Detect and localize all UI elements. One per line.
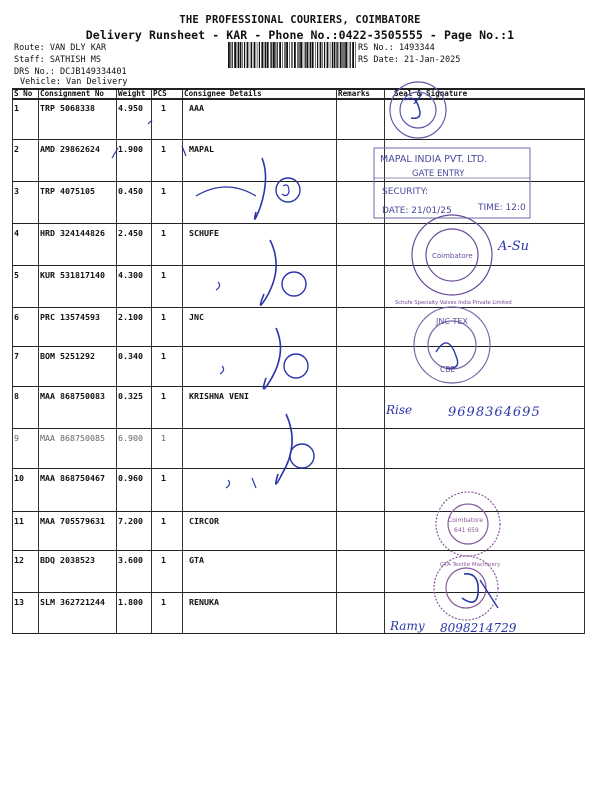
- barcode-bar: [244, 42, 245, 68]
- barcode-bar: [259, 42, 260, 68]
- col-header-weight: Weight: [118, 89, 146, 98]
- circor-stamp-city: Coimbatore: [448, 517, 483, 524]
- cell-pcs: 1: [161, 516, 166, 526]
- barcode-bar: [309, 42, 310, 68]
- runsheet-table: [12, 88, 584, 634]
- cell-consignee: SCHUFE: [189, 228, 219, 238]
- barcode-bar: [286, 42, 288, 68]
- circor-stamp-code: 641 659: [454, 527, 479, 534]
- schufe-stamp-city: Coimbatore: [432, 252, 473, 260]
- cell-weight: 1.800: [118, 597, 143, 607]
- barcode-bar: [230, 42, 231, 68]
- cell-weight: 0.340: [118, 351, 143, 361]
- barcode-bar: [265, 42, 266, 68]
- gate-stamp-company: MAPAL INDIA PVT. LTD.: [380, 154, 488, 165]
- barcode-bar: [315, 42, 316, 68]
- barcode-bar: [345, 42, 347, 68]
- col-header-consignment: Consignment No: [40, 89, 105, 98]
- cell-weight: 4.300: [118, 270, 143, 280]
- cell-consignment: MAA 868750467: [40, 473, 105, 483]
- cell-sno: 2: [14, 144, 19, 154]
- table-row: [12, 429, 584, 469]
- barcode-icon: [228, 42, 356, 68]
- barcode-bar: [237, 42, 238, 68]
- barcode-bar: [291, 42, 292, 68]
- cell-sno: 7: [14, 351, 19, 361]
- cell-weight: 0.450: [118, 186, 143, 196]
- cell-consignment: TRP 4075105: [40, 186, 95, 196]
- cell-pcs: 1: [161, 103, 166, 113]
- cell-sno: 13: [14, 597, 24, 607]
- gta-stamp-ring: GTA Textile Machinery: [440, 562, 501, 568]
- cell-weight: 2.100: [118, 312, 143, 322]
- rs-date: RS Date: 21-Jan-2025: [358, 55, 461, 65]
- jnc-stamp-top: JNC TEX: [436, 317, 468, 326]
- gate-stamp-security: SECURITY:: [382, 187, 429, 197]
- barcode-bar: [350, 42, 351, 68]
- cell-pcs: 1: [161, 351, 166, 361]
- barcode-bar: [330, 42, 331, 68]
- cell-consignment: BOM 5251292: [40, 351, 95, 361]
- schufe-stamp-ring: Schufe Specialty Valves India Private Limited: [395, 300, 512, 306]
- barcode-bar: [336, 42, 337, 68]
- cell-sno: 11: [14, 516, 24, 526]
- cell-consignee: AAA: [189, 103, 204, 113]
- barcode-bar: [305, 42, 306, 68]
- barcode-bar: [355, 42, 356, 68]
- table-row: [12, 266, 584, 308]
- cell-consignee: RENUKA: [189, 597, 219, 607]
- barcode-bar: [275, 42, 276, 68]
- cell-sno: 6: [14, 312, 19, 322]
- cell-consignment: MAA 868750083: [40, 391, 105, 401]
- barcode-bar: [247, 42, 249, 68]
- barcode-bar: [306, 42, 308, 68]
- cell-consignment: AMD 29862624: [40, 144, 100, 154]
- barcode-bar: [251, 42, 252, 68]
- cell-consignee: MAPAL: [189, 144, 214, 154]
- col-header-signature: Seal & Signature: [394, 89, 468, 98]
- barcode-bar: [352, 42, 354, 68]
- rs-number: RS No.: 1493344: [358, 43, 435, 53]
- barcode-bar: [332, 42, 333, 68]
- barcode-bar: [340, 42, 342, 68]
- cell-sno: 1: [14, 103, 19, 113]
- cell-pcs: 1: [161, 473, 166, 483]
- cell-consignment: BDQ 2038523: [40, 555, 95, 565]
- staff-label: Staff: SATHISH MS: [14, 55, 101, 65]
- barcode-bar: [327, 42, 329, 68]
- cell-sno: 8: [14, 391, 19, 401]
- cell-consignee: GTA: [189, 555, 204, 565]
- handwritten-phone-row8: 9698364695: [448, 405, 541, 420]
- barcode-bar: [312, 42, 314, 68]
- barcode-bar: [298, 42, 299, 68]
- barcode-bar: [273, 42, 275, 68]
- barcode-bar: [234, 42, 236, 68]
- cell-sno: 3: [14, 186, 19, 196]
- barcode-bar: [270, 42, 271, 68]
- cell-pcs: 1: [161, 433, 166, 443]
- barcode-bar: [261, 42, 263, 68]
- cell-pcs: 1: [161, 270, 166, 280]
- cell-weight: 7.200: [118, 516, 143, 526]
- cell-weight: 0.960: [118, 473, 143, 483]
- barcode-bar: [277, 42, 278, 68]
- barcode-bar: [238, 42, 239, 68]
- barcode-bar: [228, 42, 230, 68]
- cell-consignment: PRC 13574593: [40, 312, 100, 322]
- route-label: Route: VAN DLY KAR: [14, 43, 107, 53]
- gate-stamp-date: DATE: 21/01/25: [382, 206, 452, 216]
- cell-sno: 9: [14, 433, 19, 443]
- cell-consignment: MAA 705579631: [40, 516, 105, 526]
- barcode-bar: [342, 42, 343, 68]
- gate-stamp-time: TIME: 12:0: [478, 203, 526, 213]
- cell-sno: 12: [14, 555, 24, 565]
- barcode-bar: [343, 42, 344, 68]
- barcode-bar: [232, 42, 233, 68]
- barcode-bar: [250, 42, 251, 68]
- cell-pcs: 1: [161, 186, 166, 196]
- handwritten-note-row4: A-Su: [498, 239, 530, 254]
- barcode-bar: [317, 42, 318, 68]
- table-row: [12, 308, 584, 347]
- row-divider: [12, 88, 584, 90]
- table-row: [12, 469, 584, 512]
- barcode-bar: [303, 42, 304, 68]
- handwritten-name-row8: Rise: [386, 403, 413, 417]
- cell-weight: 2.450: [118, 228, 143, 238]
- barcode-bar: [284, 42, 285, 68]
- barcode-bar: [282, 42, 283, 68]
- barcode-bar: [320, 42, 322, 68]
- cell-pcs: 1: [161, 312, 166, 322]
- col-header-sno: S No: [14, 89, 33, 98]
- cell-sno: 5: [14, 270, 19, 280]
- barcode-bar: [264, 42, 265, 68]
- col-header-consignee: Consignee Details: [184, 89, 262, 98]
- table-row: [12, 140, 584, 182]
- cell-consignment: MAA 868750085: [40, 433, 105, 443]
- cell-consignment: TRP 5068338: [40, 103, 95, 113]
- barcode-bar: [242, 42, 243, 68]
- cell-weight: 3.600: [118, 555, 143, 565]
- cell-pcs: 1: [161, 228, 166, 238]
- cell-consignment: SLM 362721244: [40, 597, 105, 607]
- cell-pcs: 1: [161, 144, 166, 154]
- cell-consignee: JNC: [189, 312, 204, 322]
- barcode-bar: [279, 42, 281, 68]
- barcode-bar: [289, 42, 290, 68]
- cell-weight: 1.900: [118, 144, 143, 154]
- cell-pcs: 1: [161, 391, 166, 401]
- handwritten-phone-row13: 8098214729: [440, 621, 517, 635]
- table-row: [12, 512, 584, 551]
- drs-number: DRS No.: DCJB149334401: [14, 67, 127, 77]
- barcode-bar: [324, 42, 325, 68]
- barcode-bar: [257, 42, 258, 68]
- barcode-bar: [267, 42, 269, 68]
- barcode-bar: [297, 42, 298, 68]
- cell-weight: 4.950: [118, 103, 143, 113]
- barcode-bar: [334, 42, 336, 68]
- vehicle-label: Vehicle: Van Delivery: [20, 77, 128, 87]
- cell-sno: 4: [14, 228, 19, 238]
- cell-pcs: 1: [161, 597, 166, 607]
- gate-stamp-entry: GATE ENTRY: [412, 169, 465, 179]
- table-row: [12, 551, 584, 593]
- cell-weight: 0.325: [118, 391, 143, 401]
- cell-consignment: HRD 324144826: [40, 228, 105, 238]
- cell-consignee: KRISHNA VENI: [189, 391, 249, 401]
- barcode-bar: [322, 42, 323, 68]
- company-title: THE PROFESSIONAL COURIERS, COIMBATORE: [179, 14, 421, 26]
- barcode-bar: [300, 42, 302, 68]
- row-divider: [12, 633, 584, 634]
- barcode-bar: [240, 42, 242, 68]
- col-header-remarks: Remarks: [338, 89, 371, 98]
- barcode-bar: [294, 42, 296, 68]
- table-row: [12, 182, 584, 224]
- col-header-pcs: PCS: [153, 89, 167, 98]
- cell-sno: 10: [14, 473, 24, 483]
- handwritten-name-row13: Ramy: [390, 619, 425, 633]
- barcode-bar: [254, 42, 256, 68]
- jnc-stamp-bottom: CBE: [440, 365, 456, 374]
- col-divider: [584, 88, 585, 634]
- cell-pcs: 1: [161, 555, 166, 565]
- barcode-bar: [337, 42, 338, 68]
- table-row: [12, 99, 584, 140]
- table-row: [12, 593, 584, 634]
- barcode-bar: [310, 42, 311, 68]
- cell-weight: 6.900: [118, 433, 143, 443]
- barcode-bar: [271, 42, 272, 68]
- table-row: [12, 224, 584, 266]
- runsheet-subtitle: Delivery Runsheet - KAR - Phone No.:0422-3505555 - Page No.:1: [85, 28, 515, 42]
- barcode-bar: [348, 42, 349, 68]
- cell-consignee: CIRCOR: [189, 516, 219, 526]
- cell-consignment: KUR 531817140: [40, 270, 105, 280]
- table-row: [12, 347, 584, 387]
- table-row: [12, 387, 584, 429]
